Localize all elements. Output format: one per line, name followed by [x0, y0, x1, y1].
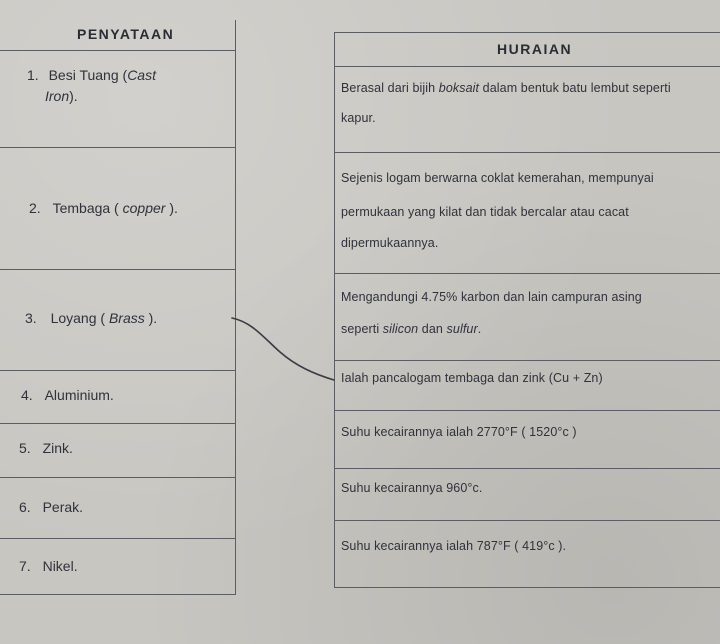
- statement-item-6-name: Perak.: [42, 499, 84, 515]
- description-item-1-text-b: dalam bentuk batu lembut seperti: [479, 81, 671, 95]
- statement-header: PENYATAAN: [77, 26, 175, 42]
- description-item-1-italic: boksait: [438, 81, 480, 95]
- statement-item-2-name-after: ).: [165, 200, 178, 216]
- statement-item-1-name-line2-after: ).: [69, 88, 78, 104]
- description-header: HURAIAN: [497, 41, 573, 57]
- description-item-3-text-b: dan: [418, 322, 447, 336]
- statement-item-4-name: Aluminium.: [44, 387, 114, 403]
- statement-item-2-name-italic: copper: [122, 200, 166, 216]
- description-item-2-line-1: Sejenis logam berwarna coklat kemerahan, mempunyai: [341, 171, 654, 185]
- description-item-3-text-a: seperti: [341, 322, 383, 336]
- statement-item-3-name-after: ).: [144, 310, 158, 326]
- description-item-2-line-2: permukaan yang kilat dan tidak bercalar atau cacat: [341, 205, 629, 219]
- statement-item-3-name: Loyang (: [50, 310, 109, 326]
- statement-item-1-name-italic: Cast: [127, 67, 156, 83]
- description-item-7: Suhu kecairannya ialah 787°F ( 419°c ).: [341, 539, 567, 553]
- statement-item-6-number: 6.: [19, 499, 31, 515]
- description-item-6: Suhu kecairannya 960°c.: [341, 481, 483, 495]
- statement-item-1-name: Besi Tuang (: [48, 67, 128, 83]
- description-item-1-text-a: Berasal dari bijih: [341, 81, 439, 95]
- statement-item-7-name: Nikel.: [42, 558, 78, 574]
- description-item-3-line-1: Mengandungi 4.75% karbon dan lain campuran asing: [341, 290, 642, 304]
- statement-item-4-number: 4.: [21, 387, 33, 403]
- statement-item-2-number: 2.: [29, 200, 41, 216]
- description-item-1-line-2: kapur.: [341, 111, 376, 125]
- statement-item-1-number: 1.: [27, 67, 39, 83]
- statement-item-2-name: Tembaga (: [52, 200, 123, 216]
- description-item-5: Suhu kecairannya ialah 2770°F ( 1520°c ): [341, 425, 577, 439]
- statement-item-1-name-line2-italic: Iron: [45, 88, 70, 104]
- statement-item-3-number: 3.: [25, 310, 37, 326]
- statement-item-5-number: 5.: [19, 440, 31, 456]
- description-item-3-italic-2: sulfur: [446, 322, 478, 336]
- statement-item-5-name: Zink.: [42, 440, 73, 456]
- description-item-3-italic-1: silicon: [382, 322, 419, 336]
- statement-item-3-name-italic: Brass: [108, 310, 145, 326]
- description-item-2-line-3: dipermukaannya.: [341, 236, 439, 250]
- description-item-4: Ialah pancalogam tembaga dan zink (Cu + Zn): [341, 371, 603, 385]
- statement-item-7-number: 7.: [19, 558, 31, 574]
- description-item-3-text-c: .: [477, 322, 482, 336]
